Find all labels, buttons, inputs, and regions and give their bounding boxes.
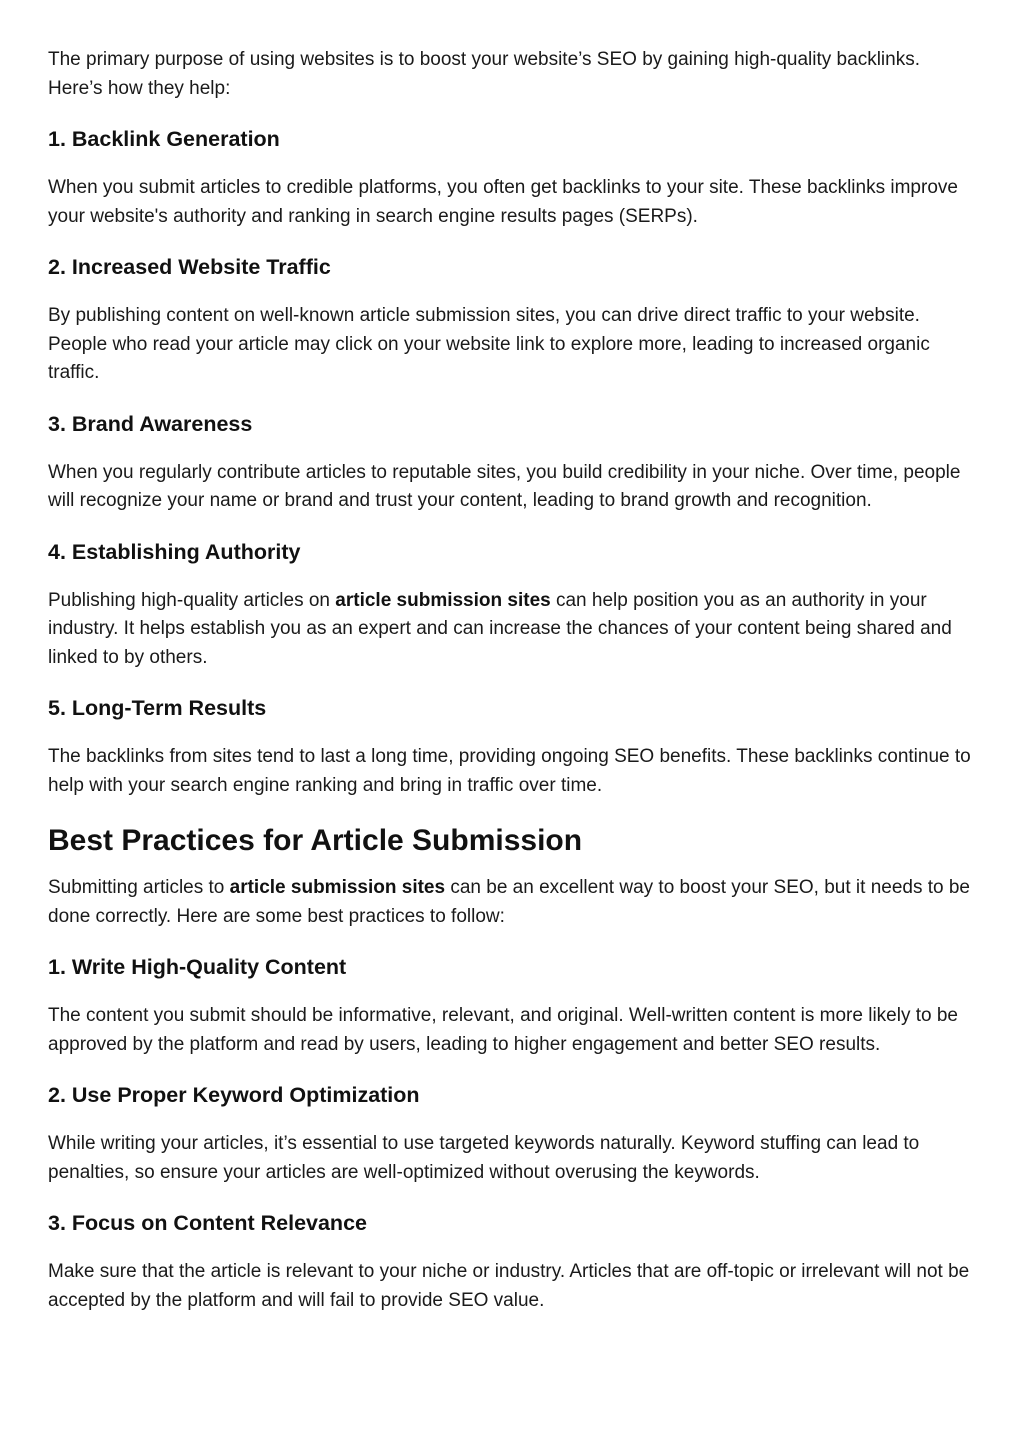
- authority-bold-keyword: article submission sites: [335, 589, 551, 611]
- benefit-text-establishing-authority: [48, 587, 976, 673]
- practice-heading-high-quality-content: 1. Write High-Quality Content: [48, 955, 347, 979]
- bp-intro-after: can be an excellent way to boost your SEO, but it needs to be done correctly. Here are some best practices to follow:: [48, 877, 970, 927]
- benefit-text-increased-traffic: By publishing content on well-known article submission sites, you can drive direct traffic to your website. People who read your article may click on your website link to explore more, leading to increased organic traffic.: [48, 305, 930, 383]
- best-practices-heading: Best Practices for Article Submission: [48, 824, 583, 857]
- intro-paragraph: The primary purpose of using websites is to boost your website’s SEO by gaining high-quality backlinks. Here’s how they help:: [48, 49, 920, 99]
- practice-heading-content-relevance: 3. Focus on Content Relevance: [48, 1211, 367, 1235]
- practice-text-content-relevance: Make sure that the article is relevant to your niche or industry. Articles that are off-topic or irrelevant will not be accepted by the platform and will fail to provide SEO value.: [48, 1261, 970, 1311]
- benefit-text-brand-awareness: When you regularly contribute articles to reputable sites, you build credibility in your niche. Over time, people will recognize your name or brand and trust your content, leading to brand growth and recognition.: [48, 461, 961, 511]
- practice-heading-keyword-optimization: 2. Use Proper Keyword Optimization: [48, 1083, 420, 1107]
- bp-intro-before: Submitting articles to: [48, 877, 230, 898]
- authority-text-after: can help position you as an authority in your industry. It helps establish you as an expert and can increase the chances of your content being shared and linked to by others.: [48, 589, 952, 668]
- practice-text-keyword-optimization: While writing your articles, it’s essential to use targeted keywords naturally. Keyword stuffing can lead to penalties, so ensure your articles are well-optimized without overusing the keywords.: [48, 1133, 920, 1183]
- benefit-heading-backlink-generation: 1. Backlink Generation: [48, 127, 280, 151]
- benefit-heading-increased-traffic: 2. Increased Website Traffic: [48, 255, 331, 279]
- best-practices-intro: [48, 874, 976, 931]
- benefit-heading-establishing-authority: 4. Establishing Authority: [48, 539, 301, 564]
- benefit-text-backlink-generation: When you submit articles to credible platforms, you often get backlinks to your site. These backlinks improve your website's authority and ranking in search engine results pages (SERPs).: [48, 177, 958, 227]
- benefit-heading-brand-awareness: 3. Brand Awareness: [48, 411, 253, 436]
- bp-intro-bold-keyword: article submission sites: [229, 877, 446, 898]
- benefit-heading-long-term-results: 5. Long-Term Results: [48, 696, 267, 720]
- practice-text-high-quality-content: The content you submit should be informative, relevant, and original. Well-written content is more likely to be approved by the platform and read by users, leading to higher engagement and better SEO results.: [48, 1005, 958, 1055]
- benefit-text-long-term-results: The backlinks from sites tend to last a long time, providing ongoing SEO benefits. These backlinks continue to help with your search engine ranking and bring in traffic over time.: [48, 746, 971, 796]
- authority-text-before: Publishing high-quality articles on: [48, 589, 336, 611]
